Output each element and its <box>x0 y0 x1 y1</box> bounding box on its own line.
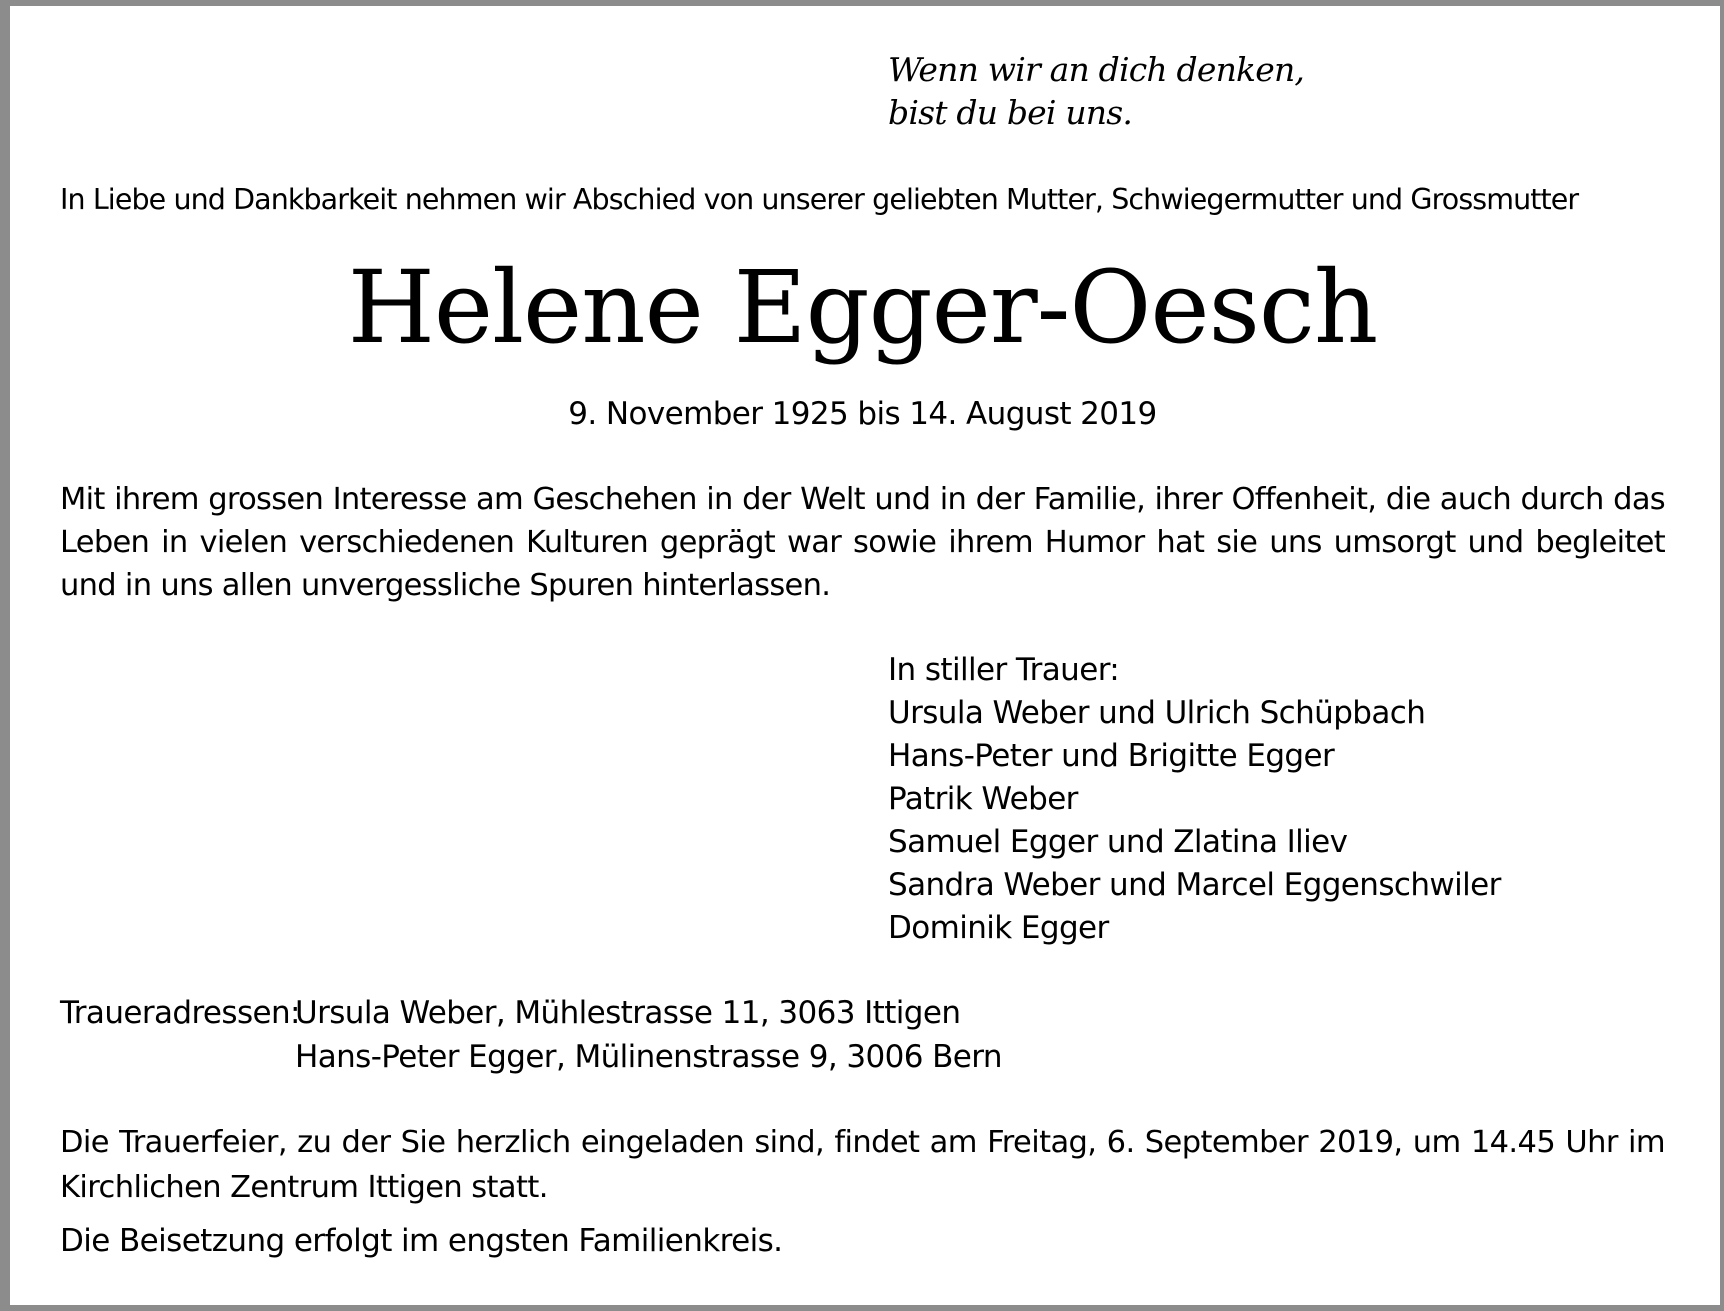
burial-note: Die Beisetzung erfolgt im engsten Familienkreis. <box>60 1223 783 1259</box>
mourner-name: Ursula Weber und Ulrich Schüpbach <box>888 695 1426 731</box>
tribute-text: Mit ihrem grossen Interesse am Geschehen in der Welt und in der Familie, ihrer Offenheit, die auch durch das Leben in vielen verschiedenen Kulturen geprägt war sowie ihrem Humor hat sie uns umsorgt und begleitet und in uns allen unvergessliche Spuren hinterlassen. <box>60 482 1665 603</box>
mourners-list <box>888 649 1501 950</box>
address-line: Ursula Weber, Mühlestrasse 11, 3063 Ittigen <box>295 995 961 1031</box>
life-dates: 9. November 1925 bis 14. August 2019 <box>568 396 1157 432</box>
mourner-name: Dominik Egger <box>888 910 1109 946</box>
addresses-label: Traueradressen: <box>60 995 300 1031</box>
mourners-heading: In stiller Trauer: <box>888 652 1120 688</box>
mourner-name: Hans-Peter und Brigitte Egger <box>888 738 1335 774</box>
mourner-name: Samuel Egger und Zlatina Iliev <box>888 824 1348 860</box>
motto <box>888 48 1304 134</box>
address-line: Hans-Peter Egger, Mülinenstrasse 9, 3006 Bern <box>295 1039 1002 1075</box>
addresses-list <box>295 991 1002 1079</box>
mourner-name: Sandra Weber und Marcel Eggenschwiler <box>888 867 1501 903</box>
service-announcement: Die Trauerfeier, zu der Sie herzlich eingeladen sind, findet am Freitag, 6. September 2019, um 14.45 Uhr im Kirchlichen Zentrum Ittigen statt. <box>60 1125 1665 1205</box>
intro-text: In Liebe und Dankbarkeit nehmen wir Abschied von unserer geliebten Mutter, Schwiegermutter und Grossmutter <box>60 183 1579 216</box>
motto-line-1: Wenn wir an dich denken, <box>888 50 1305 89</box>
motto-line-2: bist du bei uns. <box>888 93 1133 132</box>
deceased-name: Helene Egger-Oesch <box>347 249 1378 366</box>
mourning-addresses <box>60 991 1002 1079</box>
mourner-name: Patrik Weber <box>888 781 1078 817</box>
